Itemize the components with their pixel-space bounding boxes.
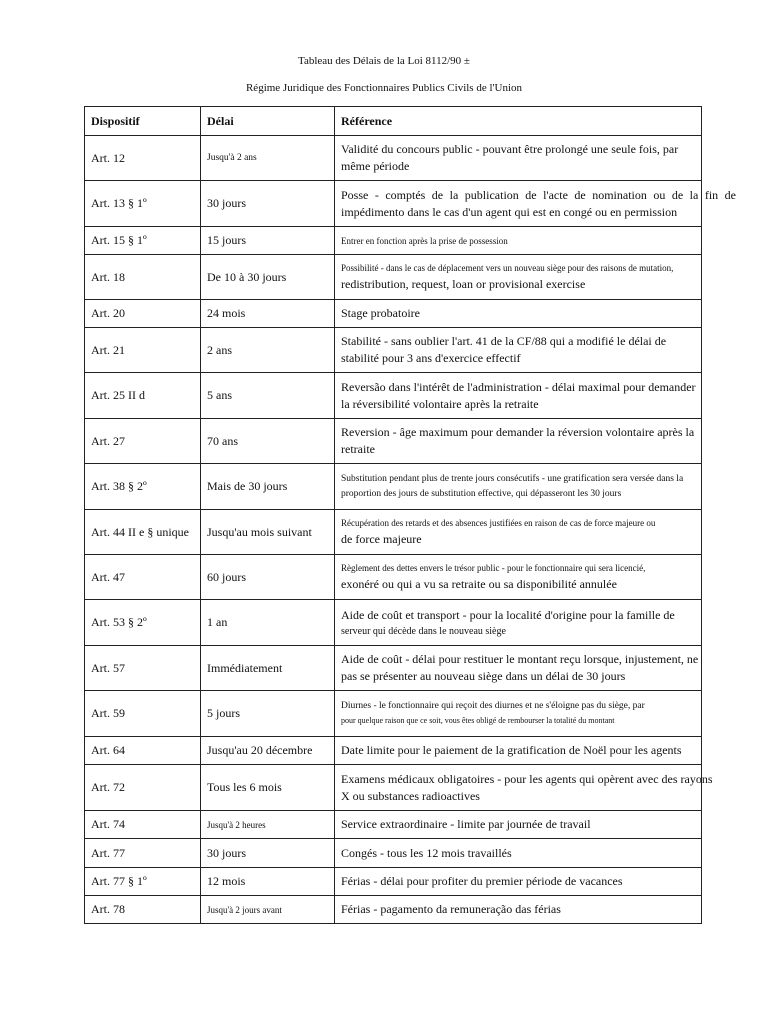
cell-dispositif: Art. 25 II d [85,373,201,419]
table-row [85,510,702,555]
cell-dispositif: Art. 77 [85,839,201,868]
table-row [85,646,702,691]
reference-line: redistribution, request, loan or provisional exercise [341,277,586,291]
table-row [85,300,702,328]
table-row [85,328,702,373]
cell-reference: Substitution pendant plus de trente jours consécutifs - une gratification sera versée dans la proportion des jours de substitution effective, qui dépasseront les 30 jours [335,464,702,510]
cell-delai: 1 an [201,600,335,646]
cell-delai: 15 jours [201,227,335,255]
document-title: Tableau des Délais de la Loi 8112/90 ± [298,55,470,67]
cell-reference: Congés - tous les 12 mois travaillés [335,839,702,868]
cell-reference: Férias - délai pour profiter du premier période de vacances [335,868,702,896]
table-row [85,868,702,896]
reference-line: Possibilité - dans le cas de déplacement vers un nouveau siège pour des raisons de mutation, [341,263,674,273]
table-row [85,181,702,227]
cell-reference: Service extraordinaire - limite par journée de travail [335,811,702,839]
table-row [85,765,702,811]
cell-dispositif: Art. 21 [85,328,201,373]
cell-delai: 60 jours [201,555,335,600]
table-row [85,555,702,600]
reference-line: de force majeure [341,532,422,546]
cell-dispositif: Art. 64 [85,737,201,765]
cell-delai: Jusqu'au mois suivant [201,510,335,555]
cell-delai: De 10 à 30 jours [201,255,335,300]
cell-reference [335,691,702,737]
cell-reference [335,510,702,555]
reference-line: exonéré ou qui a vu sa retraite ou sa disponibilité annulée [341,577,617,591]
cell-dispositif: Art. 12 [85,136,201,181]
table-row [85,811,702,839]
cell-reference: Stabilité - sans oublier l'art. 41 de la CF/88 qui a modifié le délai de stabilité pour 3 ans d'exercice effectif [335,328,702,373]
cell-delai: 30 jours [201,839,335,868]
cell-delai: Jusqu'à 2 ans [201,136,335,181]
cell-dispositif: Art. 72 [85,765,201,811]
cell-reference: Entrer en fonction après la prise de possession [335,227,702,255]
cell-dispositif: Art. 15 § 1º [85,227,201,255]
table-row [85,227,702,255]
table-header-row [85,107,702,136]
cell-reference [335,600,702,646]
reference-line: serveur qui décède dans le nouveau siège [341,625,506,637]
cell-dispositif: Art. 44 II e § unique [85,510,201,555]
cell-dispositif: Art. 59 [85,691,201,737]
cell-reference: Reversion - âge maximum pour demander la réversion volontaire après la retraite [335,419,702,464]
table-row [85,737,702,765]
table-row [85,839,702,868]
header-delai: Délai [201,107,335,136]
cell-reference: Date limite pour le paiement de la gratification de Noël pour les agents [335,737,702,765]
reference-line: pour quelque raison que ce soit, vous êtes obligé de rembourser la totalité du montant [341,716,615,725]
reference-line: Aide de coût et transport - pour la localité d'origine pour la famille de [341,607,675,622]
cell-dispositif: Art. 53 § 2º [85,600,201,646]
cell-reference: Validité du concours public - pouvant être prolongé une seule fois, par même période [335,136,702,181]
table-row [85,896,702,924]
cell-delai: Jusqu'à 2 jours avant [201,896,335,924]
cell-dispositif: Art. 27 [85,419,201,464]
reference-line: Diurnes - le fonctionnaire qui reçoit des diurnes et ne s'éloigne pas du siège, par [341,701,645,711]
cell-dispositif: Art. 78 [85,896,201,924]
cell-delai: 2 ans [201,328,335,373]
cell-dispositif: Art. 38 § 2º [85,464,201,510]
cell-delai: 5 jours [201,691,335,737]
deadlines-table [84,106,736,924]
reference-line: Règlement des dettes envers le trésor public - pour le fonctionnaire qui sera licencié, [341,563,646,573]
cell-delai: Jusqu'au 20 décembre [201,737,335,765]
cell-reference: Stage probatoire [335,300,702,328]
table-row [85,419,702,464]
cell-reference [335,555,702,600]
cell-dispositif: Art. 47 [85,555,201,600]
cell-reference: Posse - comptés de la publication de l'acte de nomination ou de la fin de impédimento dans le cas d'un agent qui est en congé ou en permission [335,181,702,227]
cell-delai: 24 mois [201,300,335,328]
cell-delai: Immédiatement [201,646,335,691]
cell-delai: Jusqu'à 2 heures [201,811,335,839]
cell-reference: Férias - pagamento da remuneração das férias [335,896,702,924]
reference-line: Récupération des retards et des absences justifiées en raison de cas de force majeure ou [341,518,656,528]
cell-reference: Reversão dans l'intérêt de l'administration - délai maximal pour demander la réversibilité volontaire après la retraite [335,373,702,419]
table-row [85,464,702,510]
cell-delai: Mais de 30 jours [201,464,335,510]
cell-delai: 5 ans [201,373,335,419]
cell-delai: 30 jours [201,181,335,227]
table-row [85,136,702,181]
table-row [85,600,702,646]
cell-dispositif: Art. 13 § 1º [85,181,201,227]
header-reference: Référence [335,107,702,136]
cell-dispositif: Art. 18 [85,255,201,300]
cell-delai: 12 mois [201,868,335,896]
table-row [85,373,702,419]
table-row [85,691,702,737]
cell-dispositif: Art. 20 [85,300,201,328]
header-dispositif: Dispositif [85,107,201,136]
cell-reference: Examens médicaux obligatoires - pour les agents qui opèrent avec des rayons X ou substances radioactives [335,765,702,811]
table-row [85,255,702,300]
cell-dispositif: Art. 74 [85,811,201,839]
cell-reference: Aide de coût - délai pour restituer le montant reçu lorsque, injustement, ne pas se présenter au nouveau siège dans un délai de 30 jours [335,646,702,691]
cell-delai: Tous les 6 mois [201,765,335,811]
cell-dispositif: Art. 77 § 1º [85,868,201,896]
document-subtitle: Régime Juridique des Fonctionnaires Publics Civils de l'Union [245,82,523,94]
cell-reference [335,255,702,300]
cell-delai: 70 ans [201,419,335,464]
cell-dispositif: Art. 57 [85,646,201,691]
